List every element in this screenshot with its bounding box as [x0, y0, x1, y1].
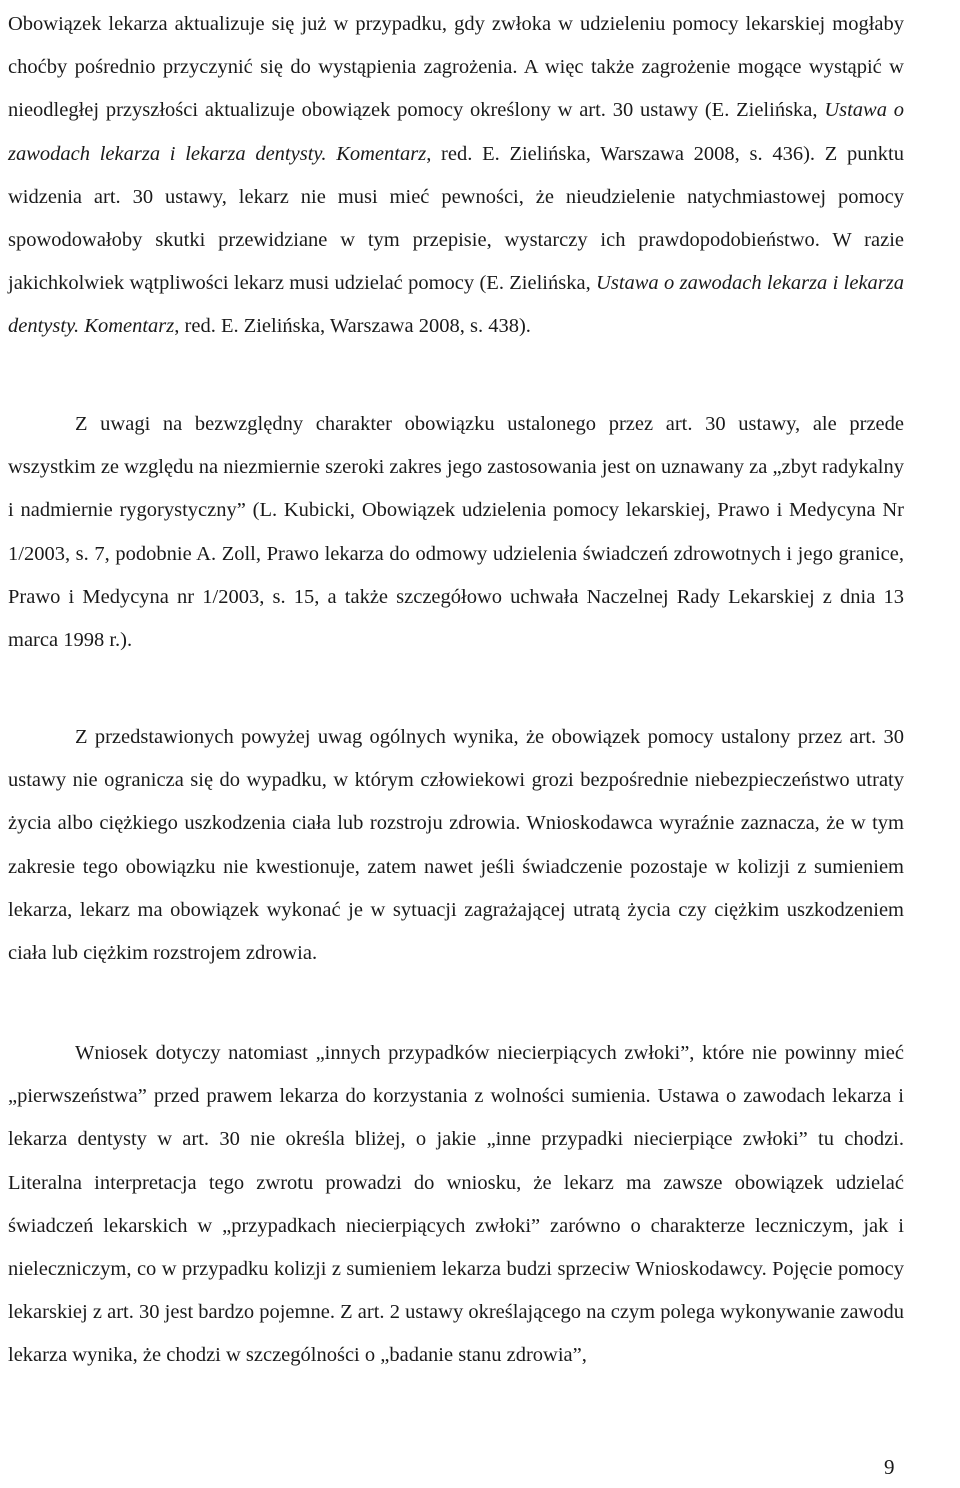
- paragraph-4: [8, 1032, 904, 1378]
- p1-citation-title-1: Ustawa o zawodach lekarza i lekarza dentysty. Komentarz: [8, 99, 904, 165]
- p4-text: Wniosek dotyczy natomiast „innych przypadków niecierpiących zwłoki”, które nie powinny mieć „pierwszeństwa” przed prawem lekarza do korzystania z wolności sumienia. Ustawa o zawodach lekarza i lekarza dentysty w art. 30 nie określa bliżej, o jakie „inne przypadki niecierpiące zwłoki” tu chodzi. Literalna interpretacja tego zwrotu prowadzi do wniosku, że lekarz ma zawsze obowiązek udzielać świadczeń lekarskich w „przypadkach niecierpiących zwłoki” zarówno o charakterze leczniczym, jak i nieleczniczym, co w przypadku kolizji z sumieniem lekarza budzi sprzeciw Wnioskodawcy. Pojęcie pomocy lekarskiej z art. 30 jest bardzo pojemne. Z art. 2 ustawy określającego na czym polega wykonywanie zawodu lekarza wynika, że chodzi w szczególności o „badanie stanu zdrowia”,: [8, 1042, 904, 1367]
- page-number: 9: [884, 1455, 895, 1479]
- paragraph-3: [8, 716, 904, 975]
- paragraph-2: [8, 403, 904, 662]
- p1-text-3: , red. E. Zielińska, Warszawa 2008, s. 438).: [174, 315, 531, 338]
- p1-text-1: Obowiązek lekarza aktualizuje się już w przypadku, gdy zwłoka w udzieleniu pomocy lekarskiej mogłaby choćby pośrednio przyczynić się do wystąpienia zagrożenia. A więc także zagrożenie mogące wystąpić w nieodległej przyszłości aktualizuje obowiązek pomocy określony w art. 30 ustawy (E. Zielińska,: [8, 13, 904, 122]
- p1-text-2: , red. E. Zielińska, Warszawa 2008, s. 436). Z punktu widzenia art. 30 ustawy, lekarz nie musi mieć pewności, że nieudzielenie natychmiastowej pomocy spowodowałoby skutki przewidziane w tym przepisie, wystarczy ich prawdopodobieństwo. W razie jakichkolwiek wątpliwości lekarz musi udzielać pomocy (E. Zielińska,: [8, 142, 904, 295]
- paragraph-1: [8, 3, 904, 349]
- p1-citation-title-2: Ustawa o zawodach lekarza i lekarza dentysty. Komentarz: [8, 272, 904, 338]
- p2-text: Z uwagi na bezwzględny charakter obowiązku ustalonego przez art. 30 ustawy, ale przede wszystkim ze względu na niezmiernie szeroki zakres jego zastosowania jest on uznawany za „zbyt radykalny i nadmiernie rygorystyczny” (L. Kubicki, Obowiązek udzielenia pomocy lekarskiej, Prawo i Medycyna Nr 1/2003, s. 7, podobnie A. Zoll, Prawo lekarza do odmowy udzielenia świadczeń zdrowotnych i jego granice, Prawo i Medycyna nr 1/2003, s. 15, a także szczegółowo uchwała Naczelnej Rady Lekarskiej z dnia 13 marca 1998 r.).: [8, 413, 904, 652]
- p3-text: Z przedstawionych powyżej uwag ogólnych wynika, że obowiązek pomocy ustalony przez art. 30 ustawy nie ogranicza się do wypadku, w którym człowiekowi grozi bezpośrednie niebezpieczeństwo utraty życia albo ciężkiego uszkodzenia ciała lub rozstroju zdrowia. Wnioskodawca wyraźnie zaznacza, że w tym zakresie tego obowiązku nie kwestionuje, zatem nawet jeśli świadczenie pozostaje w kolizji z sumieniem lekarza, lekarz ma obowiązek wykonać je w sytuacji zagrażającej utratą życia czy ciężkim uszkodzeniem ciała lub ciężkim rozstrojem zdrowia.: [8, 726, 904, 965]
